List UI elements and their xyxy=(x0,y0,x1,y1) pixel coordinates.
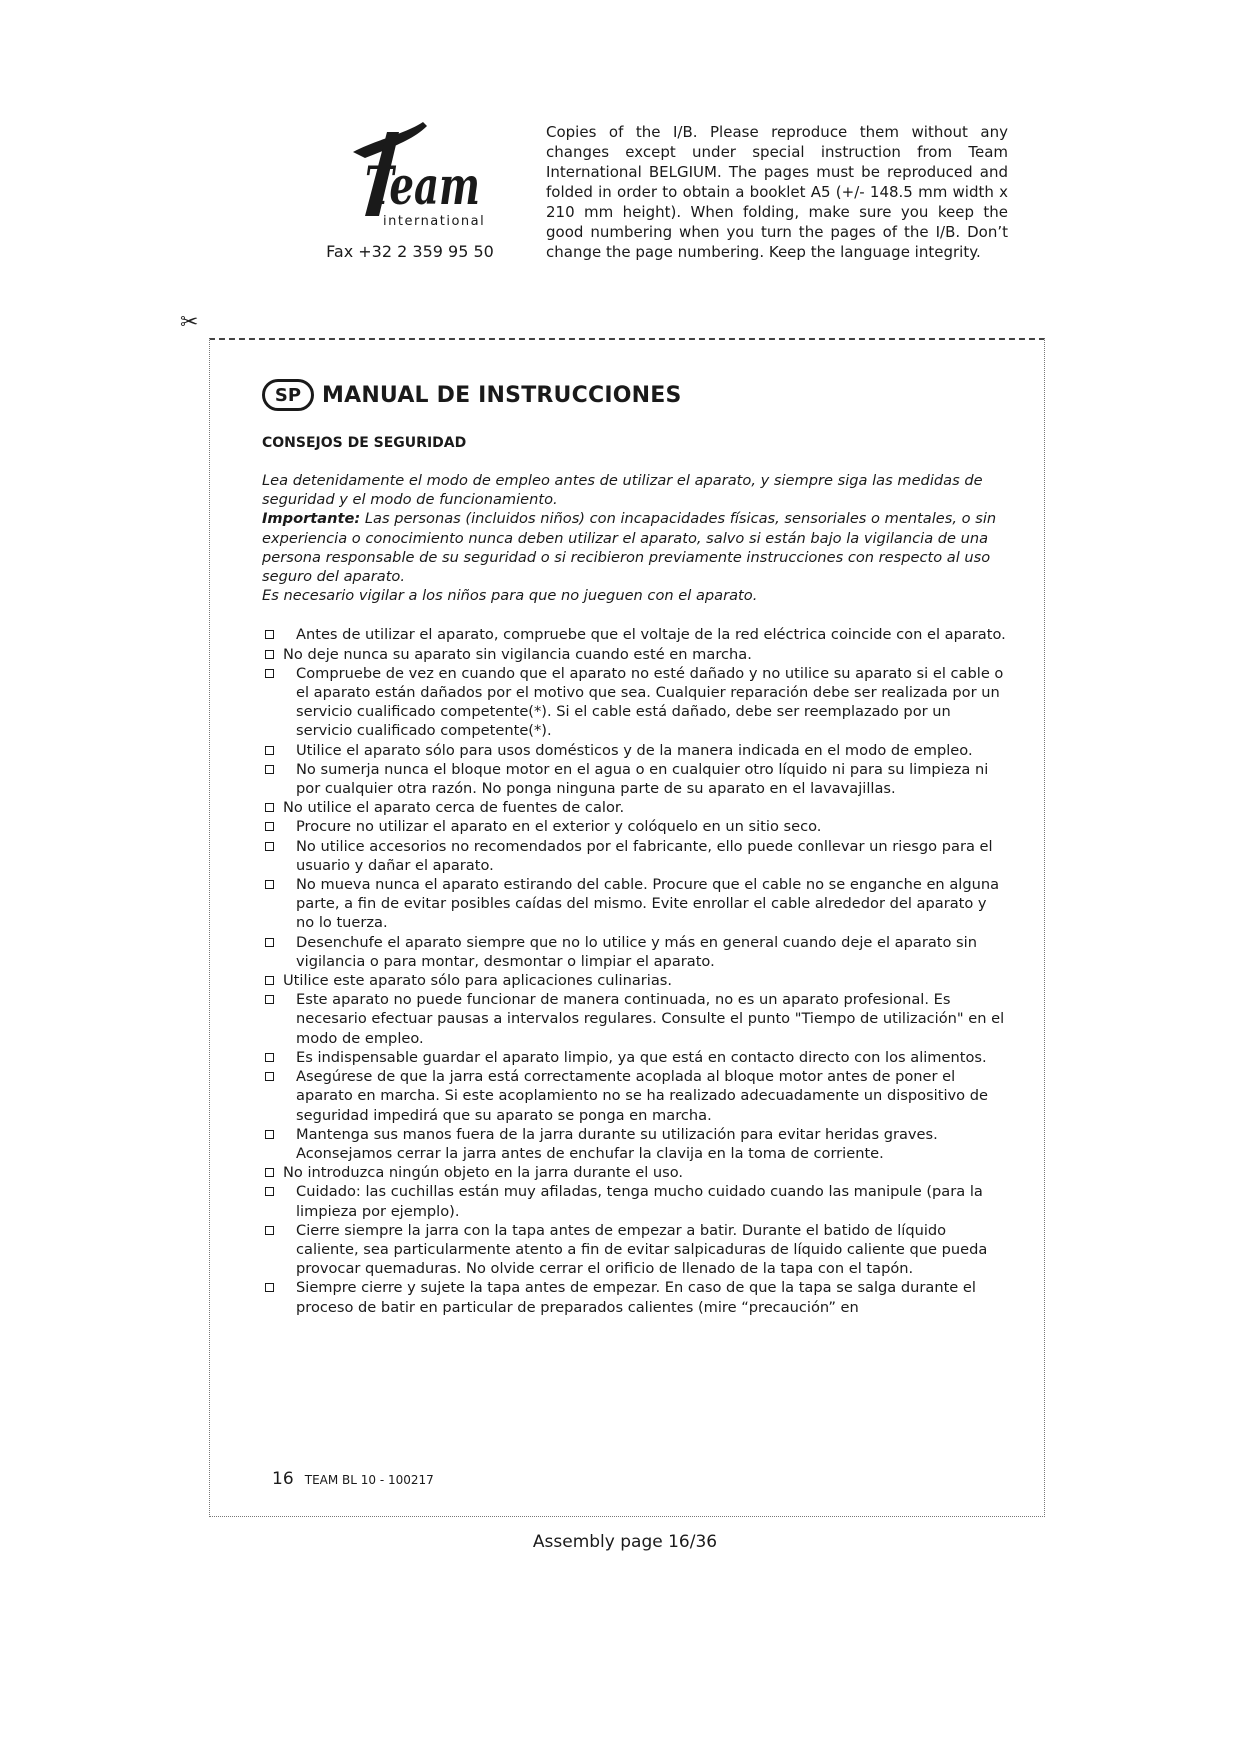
page-footer xyxy=(272,1469,434,1489)
list-item-text: Antes de utilizar el aparato, compruebe que el voltaje de la red eléctrica coincide con el aparato. xyxy=(296,626,1006,644)
section-title: CONSEJOS DE SEGURIDAD xyxy=(262,435,467,451)
manual-title: MANUAL DE INSTRUCCIONES xyxy=(322,382,682,408)
checkbox-icon xyxy=(265,976,274,985)
list-item xyxy=(262,798,1008,817)
safety-intro xyxy=(262,471,1008,605)
list-item xyxy=(262,1125,1008,1163)
language-badge: SP xyxy=(262,379,314,411)
checkbox-icon xyxy=(265,880,274,889)
important-label: Importante: xyxy=(262,510,361,528)
checkbox-icon xyxy=(265,1072,274,1081)
list-item xyxy=(262,1221,1008,1279)
list-item-text: Utilice este aparato sólo para aplicaciones culinarias. xyxy=(283,972,673,990)
list-item-text: No deje nunca su aparato sin vigilancia cuando esté en marcha. xyxy=(283,645,752,663)
checkbox-icon xyxy=(265,650,274,659)
list-item xyxy=(262,1182,1008,1220)
list-item xyxy=(262,1067,1008,1125)
checkbox-icon xyxy=(265,1168,274,1177)
list-item xyxy=(262,645,1008,664)
document-code: TEAM BL 10 - 100217 xyxy=(304,1473,434,1487)
intro-line-3: Es necesario vigilar a los niños para que no jueguen con el aparato. xyxy=(262,587,758,605)
manual-page xyxy=(262,377,1008,1317)
checkbox-icon xyxy=(265,1130,274,1139)
list-item xyxy=(262,990,1008,1048)
list-item xyxy=(262,1163,1008,1182)
list-item-text: Compruebe de vez en cuando que el aparato no esté dañado y no utilice su aparato si el cable o el aparato están dañados por el motivo que sea. Cualquier reparación debe ser realizada por un servicio cualificado competente(*). Si el cable está dañado, debe ser reemplazado por un servicio cualificado competente(*). xyxy=(296,664,1004,740)
list-item-text: Mantenga sus manos fuera de la jarra durante su utilización para evitar heridas graves. Aconsejamos cerrar la jarra antes de enchufar la clavija en la toma de corriente. xyxy=(296,1125,938,1162)
page-number: 16 xyxy=(272,1469,294,1489)
list-item xyxy=(262,760,1008,798)
list-item-text: No utilice accesorios no recomendados por el fabricante, ello puede conllevar un riesgo para el usuario y dañar el aparato. xyxy=(296,837,993,874)
list-item-text: Procure no utilizar el aparato en el exterior y colóquelo en un sitio seco. xyxy=(296,818,822,836)
list-item xyxy=(262,625,1008,644)
checkbox-icon xyxy=(265,995,274,1004)
list-item-text: Asegúrese de que la jarra está correctamente acoplada al bloque motor antes de poner el aparato en marcha. Si este acoplamiento no se ha realizado adecuadamente un dispositivo de seguridad impedirá que su aparato se ponga en marcha. xyxy=(296,1068,988,1124)
team-logo xyxy=(300,112,520,261)
list-item-text: Cuidado: las cuchillas están muy afiladas, tenga mucho cuidado cuando las manipule (para la limpieza por ejemplo). xyxy=(296,1183,983,1220)
logo-wordmark: Team xyxy=(365,156,480,217)
list-item xyxy=(262,875,1008,933)
checkbox-icon xyxy=(265,822,274,831)
checkbox-icon xyxy=(265,938,274,947)
checkbox-icon xyxy=(265,803,274,812)
checkbox-icon xyxy=(265,630,274,639)
list-item xyxy=(262,741,1008,760)
checkbox-icon xyxy=(265,669,274,678)
list-item-text: Este aparato no puede funcionar de manera continuada, no es un aparato profesional. Es necesario efectuar pausas a intervalos regulares. Consulte el punto "Tiempo de utilización" en el modo de empleo. xyxy=(296,991,1005,1047)
scissors-icon: ✂ xyxy=(180,310,199,335)
checkbox-icon xyxy=(265,746,274,755)
list-item xyxy=(262,933,1008,971)
list-item-text: Cierre siempre la jarra con la tapa antes de empezar a batir. Durante el batido de líquido caliente, sea particularmente atento a fin de evitar salpicaduras de líquido caliente que pueda provocar quemaduras. No olvide cerrar el orificio de llenado de la tapa con el tapón. xyxy=(296,1221,988,1278)
checkbox-icon xyxy=(265,1053,274,1062)
list-item xyxy=(262,664,1008,741)
list-item-text: Siempre cierre y sujete la tapa antes de empezar. En caso de que la tapa se salga durante el proceso de batir en particular de preparados calientes (mire “precaución” en xyxy=(296,1279,976,1316)
list-item-text: No sumerja nunca el bloque motor en el agua o en cualquier otro líquido ni para su limpieza ni por cualquier otra razón. No ponga ninguna parte de su aparato en el lavavajillas. xyxy=(296,760,989,798)
manual-title-row xyxy=(262,377,1008,413)
important-text: Las personas (incluidos niños) con incapacidades físicas, sensoriales o mentales, o sin experiencia o conocimiento nunca deben utilizar el aparato, salvo si están bajo la vigilancia de una persona responsable de su seguridad o si recibieron previamente instrucciones con respecto al uso seguro del aparato. xyxy=(262,510,997,586)
list-item xyxy=(262,837,1008,875)
checkbox-icon xyxy=(265,1187,274,1196)
team-logo-mark xyxy=(335,112,485,232)
list-item-text: No utilice el aparato cerca de fuentes de calor. xyxy=(283,799,625,817)
checkbox-icon xyxy=(265,1283,274,1292)
list-item-text: No mueva nunca el aparato estirando del cable. Procure que el cable no se enganche en alguna parte, a fin de evitar posibles caídas del mismo. Evite enrollar el cable alrededor del aparato y no lo tuerza. xyxy=(296,876,1000,932)
safety-list xyxy=(262,625,1008,1316)
intro-line-1: Lea detenidamente el modo de empleo antes de utilizar el aparato, y siempre siga las medidas de seguridad y el modo de funcionamiento. xyxy=(262,472,983,509)
list-item xyxy=(262,1278,1008,1316)
list-item-text: No introduzca ningún objeto en la jarra durante el uso. xyxy=(283,1164,684,1182)
list-item xyxy=(262,971,1008,990)
list-item-text: Utilice el aparato sólo para usos domésticos y de la manera indicada en el modo de empleo. xyxy=(296,741,973,759)
intro-important xyxy=(262,509,1008,586)
logo-subline: international xyxy=(383,214,486,229)
list-item xyxy=(262,817,1008,836)
list-item-text: Desenchufe el aparato siempre que no lo utilice y más en general cuando deje el aparato sin vigilancia o para montar, desmontar o limpiar el aparato. xyxy=(296,933,977,970)
fax-number: Fax +32 2 359 95 50 xyxy=(326,242,494,261)
reproduction-instructions: Copies of the I/B. Please reproduce them without any changes except under special instruction from Team International BELGIUM. The pages must be reproduced and folded in order to obtain a booklet A5 (+/- 148.5 mm width x 210 mm height). When folding, make sure you keep the good numbering when you turn the pages of the I/B. Don’t change the page numbering. Keep the language integrity. xyxy=(546,123,1008,261)
list-item-text: Es indispensable guardar el aparato limpio, ya que está en contacto directo con los alimentos. xyxy=(296,1048,987,1066)
list-item xyxy=(262,1048,1008,1067)
checkbox-icon xyxy=(265,1226,274,1235)
checkbox-icon xyxy=(265,765,274,774)
checkbox-icon xyxy=(265,842,274,851)
assembly-page-label: Assembly page 16/36 xyxy=(532,1532,718,1552)
